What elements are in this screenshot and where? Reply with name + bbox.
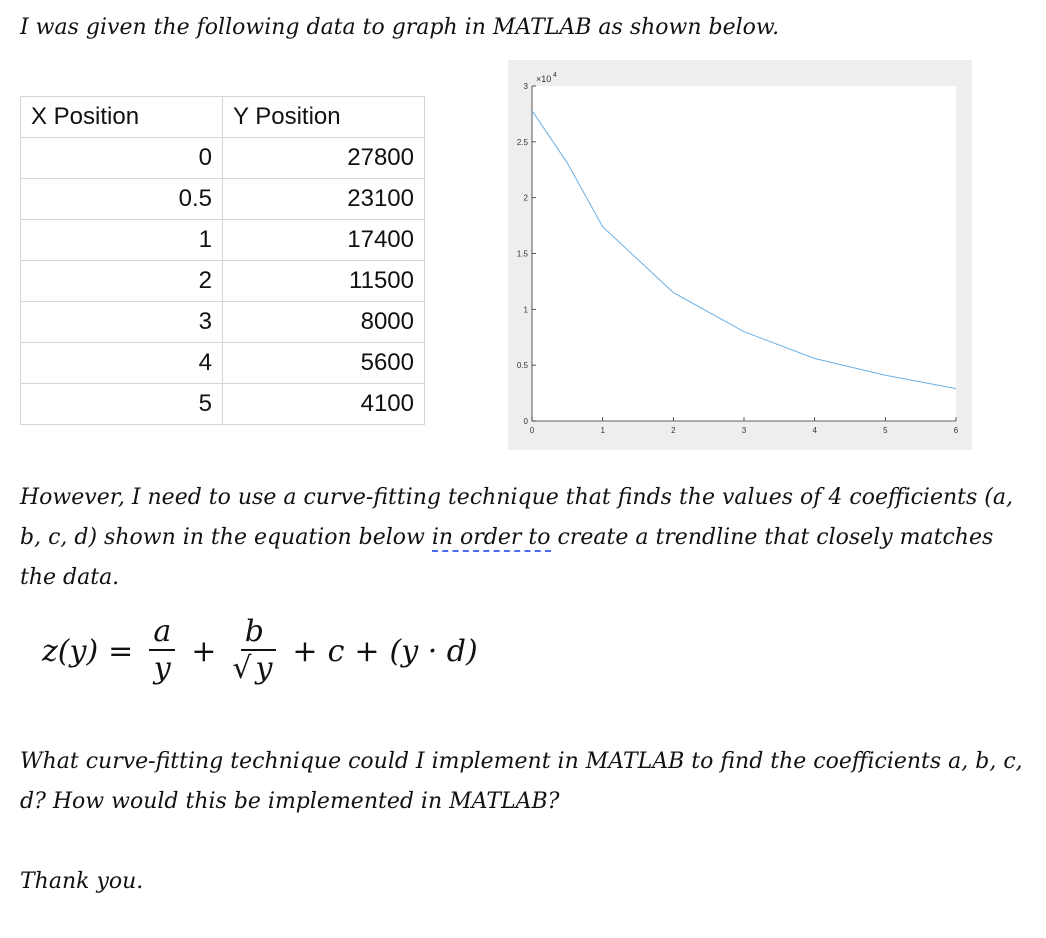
table-row [21, 343, 425, 384]
fraction-a-over-y [149, 615, 175, 687]
equation-plus: + [191, 633, 217, 669]
cell-x: 1 [21, 220, 223, 261]
x-tick-label: 6 [953, 426, 959, 435]
x-tick-label: 5 [883, 426, 888, 435]
equation [42, 596, 478, 706]
column-header-y: Y Position [223, 97, 425, 138]
table-header-row [21, 97, 425, 138]
intro-text: I was given the following data to graph in MATLAB as shown below. [20, 15, 780, 40]
y-tick-label: 2 [523, 193, 528, 203]
fraction-denominator [232, 651, 276, 687]
data-table [20, 96, 425, 425]
thanks-text: Thank you. [20, 869, 144, 894]
cell-y: 23100 [223, 179, 425, 220]
cell-x: 0.5 [21, 179, 223, 220]
table-row [21, 261, 425, 302]
cell-y: 11500 [223, 261, 425, 302]
equation-equals: = [108, 633, 134, 669]
x-tick-label: 2 [671, 426, 676, 435]
table-row [21, 220, 425, 261]
y-exponent-base: ×10 [536, 74, 552, 84]
cell-x: 5 [21, 384, 223, 425]
question2-text: What curve-fitting technique could I implement in MATLAB to find the coefficients a, b, c, d? How would this be implemented in MATLAB? [20, 749, 1023, 814]
question-underlined-phrase: in order to [431, 525, 551, 550]
column-header-x: X Position [21, 97, 223, 138]
equation-plus: + [292, 633, 318, 669]
equation-last-term: (y · d) [389, 633, 478, 669]
y-tick-label: 0 [523, 417, 528, 426]
equation-plus: + [354, 633, 380, 669]
cell-y: 27800 [223, 138, 425, 179]
line-chart [508, 60, 972, 450]
cell-x: 4 [21, 343, 223, 384]
x-tick-label: 1 [600, 426, 605, 435]
fraction-b-over-sqrt-y [232, 615, 276, 687]
equation-c-term: c [327, 633, 345, 669]
cell-y: 17400 [223, 220, 425, 261]
fraction-numerator: a [149, 615, 175, 651]
equation-lhs: z(y) [42, 633, 99, 669]
sqrt-symbol: √ [232, 651, 252, 686]
fraction-numerator: b [241, 615, 268, 651]
table-row [21, 179, 425, 220]
cell-x: 0 [21, 138, 223, 179]
plot-area [532, 86, 956, 421]
cell-y: 8000 [223, 302, 425, 343]
y-exponent-power: 4 [553, 72, 557, 79]
table-row [21, 138, 425, 179]
question-text-part2: create a trendline that closely matches the data. [20, 525, 994, 590]
cell-x: 3 [21, 302, 223, 343]
y-tick-label: 0.5 [516, 361, 528, 371]
y-tick-label: 3 [523, 82, 528, 91]
y-tick-label: 1 [523, 305, 528, 315]
x-tick-label: 3 [741, 426, 747, 435]
cell-x: 2 [21, 261, 223, 302]
y-tick-label: 1.5 [516, 249, 528, 259]
y-tick-label: 2.5 [516, 137, 528, 147]
table-row [21, 384, 425, 425]
sqrt-radicand: y [251, 649, 276, 686]
question-paragraph [20, 478, 1030, 598]
cell-y: 4100 [223, 384, 425, 425]
x-tick-label: 0 [529, 426, 535, 435]
table-row [21, 302, 425, 343]
fraction-denominator: y [153, 651, 171, 686]
question-text-part1: However, I need to use a curve-fitting technique that finds the values of 4 coefficients (a, b, c, d) shown in the equation below [20, 485, 1013, 550]
cell-y: 5600 [223, 343, 425, 384]
x-tick-label: 4 [812, 426, 817, 435]
